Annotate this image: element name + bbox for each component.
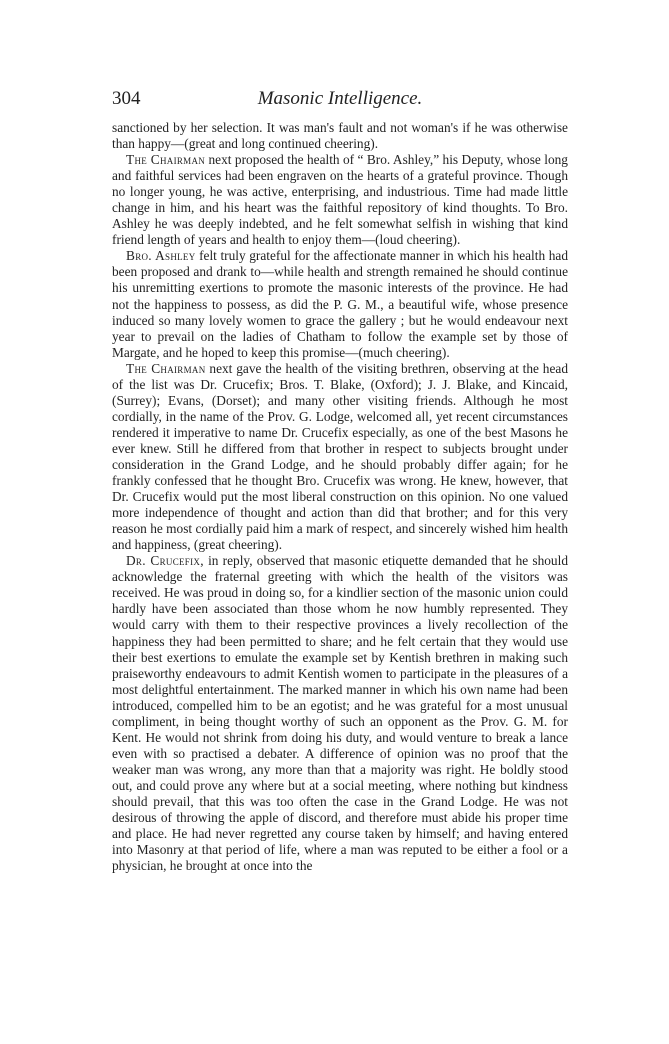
paragraph-text: felt truly grateful for the affectionate manner in which his health had been proposed and drank to—while health and strength remained he should continue his unremitting exertions to promote the masonic interests of the province. He had not the happiness to possess, as did the P. G. M., a beautiful wife, whose presence induced so many lovely women to grace the gallery ; but he would endeavour next year to prevail on the ladies of Chatham to follow the example set by those of Margate, and he hoped to keep this promise—(much cheering). [112,248,568,360]
paragraph-text: next gave the health of the visiting brethren, observing at the head of the list was Dr. Crucefix; Bros. T. Blake, (Oxford); J. J. Blake, and Kincaid, (Surrey); Evans, (Dorset); and many other visiting friends. Although he most cordially, in the name of the Prov. G. Lodge, welcomed all, yet recent circumstances rendered it imperative to name Dr. Crucefix especially, as one of the best Masons he ever knew. Still he differed from that brother in respect to subjects brought under consideration in the Grand Lodge, and he should probably differ again; for he frankly confessed that he thought Bro. Crucefix was wrong. He knew, however, that Dr. Crucefix would put the most liberal construction on this opinion. No one valued more independence of thought and action than did that brother; and for this very reason he most cordially paid him a mark of respect, and sincerely wished him health and happiness, (great cheering). [112,360,568,553]
speaker-name: Bro. Ashley [126,248,196,264]
speaker-name: Dr. Crucefix, [126,553,204,569]
paragraph-chairman-toast-visitors [112,361,568,554]
book-page [112,88,568,874]
paragraph-continued [112,120,568,152]
paragraph-text: in reply, observed that masonic etiquette demanded that he should acknowledge the fraternal greeting with which the health of the visitors was received. He was proud in doing so, for a kindlier section of the masonic union could hardly have been associated than those whom he now humbly represented. They would carry with them to their respective provinces a lively recollection of the happiness they had been permitted to share; and he felt certain that they would use their best exertions to emulate the example set by Kentish brethren in making such praiseworthy endeavours to admit Kentish women to participate in the pleasures of a most delightful entertainment. The marked manner in which his own name had been introduced, compelled him to be an egotist; and he was grateful for a most unusual compliment, in being thought worthy of such an opponent as the Prov. G. M. for Kent. He would not shrink from doing his duty, and would venture to break a lance even with so practised a debater. A difference of opinion was no proof that the weaker man was wrong, any more than that a majority was right. He boldly stood out, and could prove any where but at a social meeting, where nothing but kindness should prevail, that this was too often the case in the Grand Lodge. He was not desirous of throwing the apple of discord, and therefore must abide his proper time and place. He had never regretted any course taken by himself; and having entered into Masonry at that period of life, where a man was reputed to be either a fool or a physician, he brought at once into the [112,553,568,874]
running-title: Masonic Intelligence. [257,88,423,109]
paragraph-crucefix-reply [112,553,568,874]
page-number: 304 [112,88,141,109]
paragraph-text: sanctioned by her selection. It was man's fault and not woman's if he was otherwise than happy—(great and long continued cheering). [112,120,568,152]
page-header [112,88,568,114]
article-body [112,120,568,874]
paragraph-chairman-toast-ashley [112,152,568,248]
speaker-name: The Chairman [126,152,206,168]
paragraph-text: next proposed the health of “ Bro. Ashley,” his Deputy, whose long and faithful services had been engraven on the hearts of a grateful province. Though no longer young, he was active, enterprising, and industrious. Time had made little change in him, and his heart was the faithful repository of kind thoughts. To Bro. Ashley he was deeply indebted, and he felt somewhat selfish in wishing that kind friend length of years and health to enjoy them—(loud cheering). [112,152,568,248]
speaker-name: The Chairman [126,360,206,376]
paragraph-ashley-reply [112,248,568,360]
